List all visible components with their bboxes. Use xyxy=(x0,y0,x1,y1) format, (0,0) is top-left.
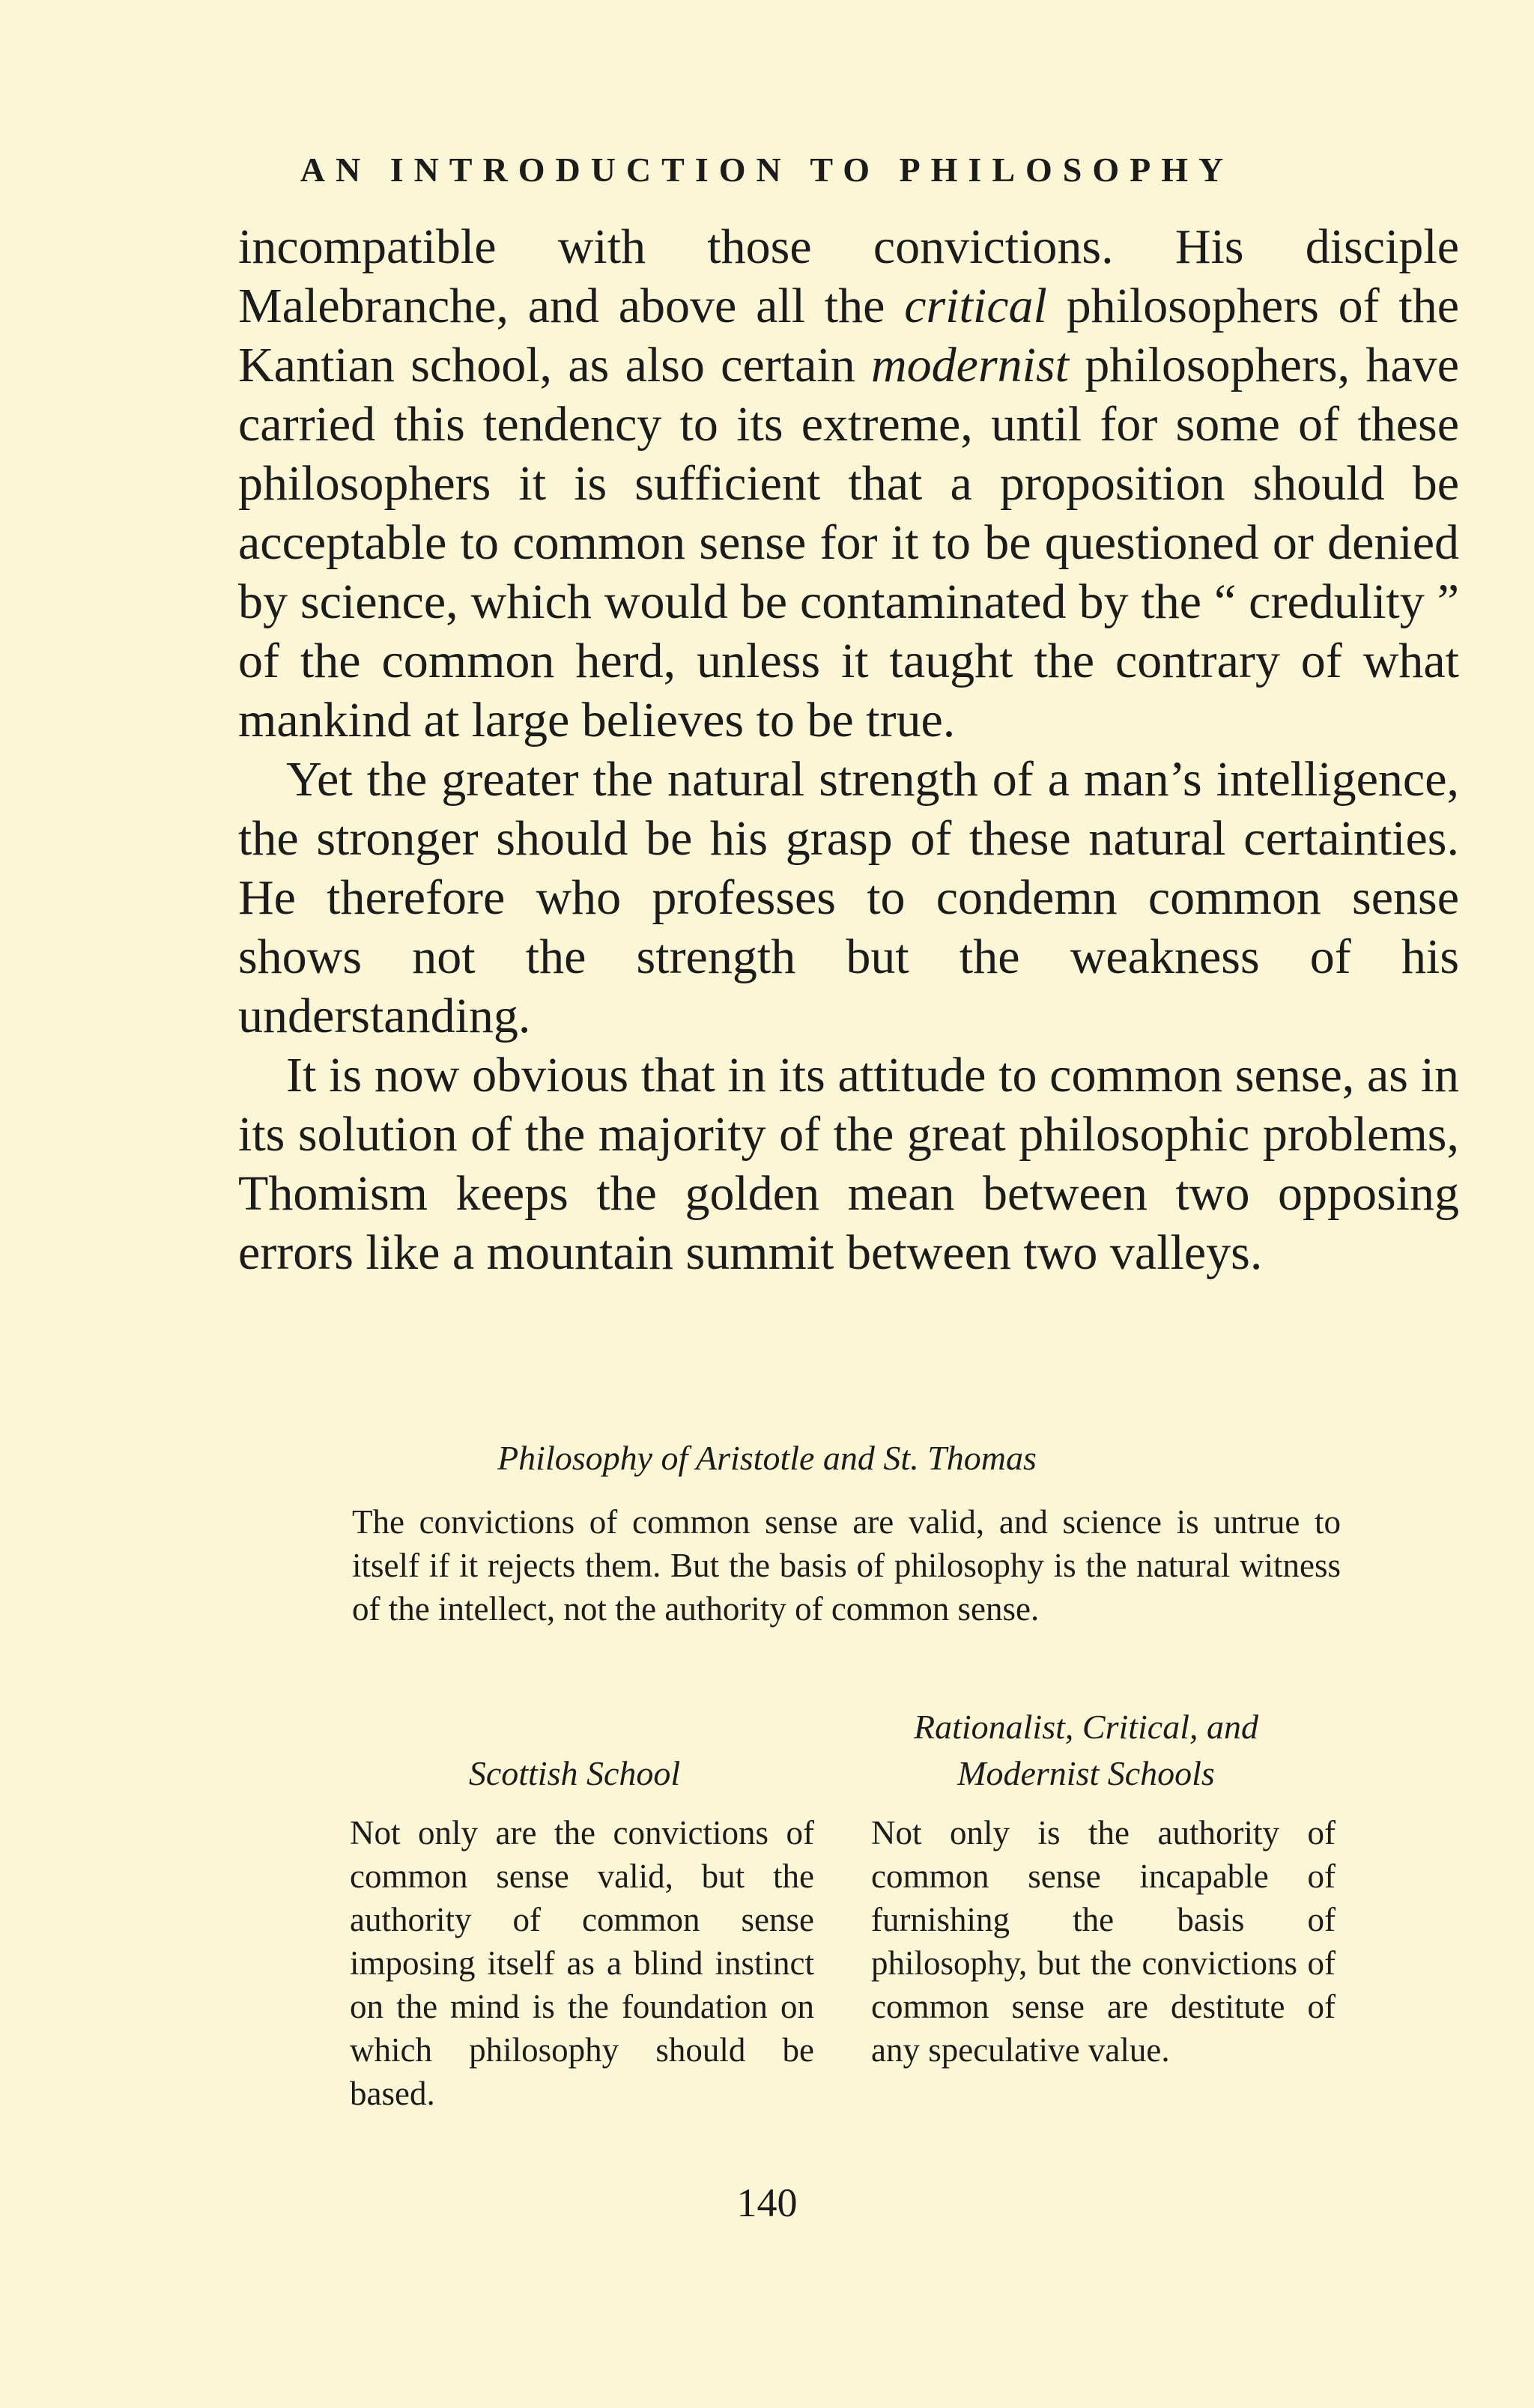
diagram-top-text: The convictions of common sense are valid, and science is untrue to itself if it rejects them. But the basis of philosophy is the natural witness of the intellect, not the authority of common sense. xyxy=(352,1503,1341,1628)
paragraph-1-part-b: philosophers of the Kantian school, as also certain xyxy=(238,279,1459,392)
diagram-right-title-line-2: Modernist Schools xyxy=(957,1754,1215,1792)
page-number: 140 xyxy=(736,2180,798,2225)
emphasis-modernist: modernist xyxy=(871,338,1070,392)
diagram-right-title xyxy=(816,1704,1356,1797)
diagram-left-title: Scottish School xyxy=(468,1754,681,1792)
paragraph-1 xyxy=(238,217,1459,750)
paragraph-1-part-a: incompatible with those convictions. His disciple Malebranche, and above all the xyxy=(238,219,1459,333)
diagram-top-title: Philosophy of Aristotle and St. Thomas xyxy=(497,1439,1037,1477)
diagram-left-text: Not only are the convictions of common sense valid, but the authority of common sense imposing itself as a blind instinct on the mind is the foundation on which philosophy should be based. xyxy=(350,1814,814,2112)
diagram-right-title-line-1: Rationalist, Critical, and xyxy=(913,1708,1259,1746)
emphasis-critical: critical xyxy=(904,279,1047,333)
running-head: AN INTRODUCTION TO PHILOSOPHY xyxy=(300,151,1234,189)
paragraph-1-part-c: philosophers, have carried this tendency to its extreme, until for some of these philosophers it is sufficient that a proposition should be acceptable to common sense for it to be questioned or denied by science, which would be contaminated by the “ credulity ” of the common herd, unless it taught the contrary of what mankind at large believes to be true. xyxy=(238,338,1459,747)
paragraph-2: Yet the greater the natural strength of a man’s intelligence, the stronger should be his grasp of these natural certainties. He therefore who professes to condemn common sense shows not the strength but the weakness of his understanding. xyxy=(238,752,1459,1043)
body-text xyxy=(238,217,1459,1282)
paragraph-3: It is now obvious that in its attitude to common sense, as in its solution of the majority of the great philosophic problems, Thomism keeps the golden mean between two opposing errors like a mountain summit between two valleys. xyxy=(238,1048,1459,1280)
diagram-right-text: Not only is the authority of common sense incapable of furnishing the basis of philosophy, but the convictions of common sense are destitute of any speculative value. xyxy=(871,1814,1336,2069)
